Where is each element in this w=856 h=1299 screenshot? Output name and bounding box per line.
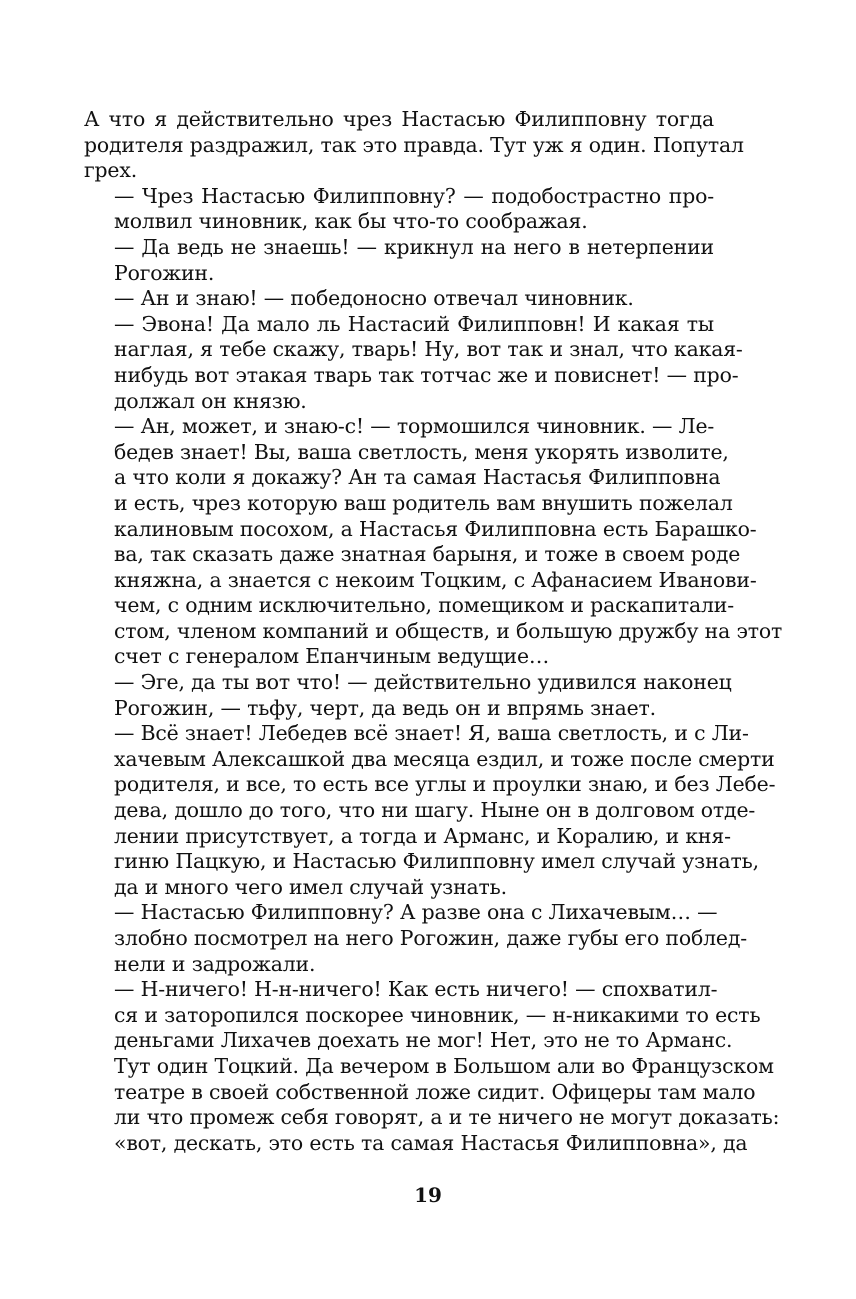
paragraph <box>84 670 732 721</box>
text-line: злобно посмотрел на него Рогожин, даже губы его поблед- <box>114 926 747 950</box>
paragraph <box>84 184 714 235</box>
text-line: дева, дошло до того, что ни шагу. Ныне он в долговом отде- <box>114 798 756 823</box>
text-line: А что я действительно чрез Настасью Филипповну тогда <box>84 107 714 131</box>
text-line: чем, с одним исключительно, помещиком и раскапитали- <box>114 593 734 618</box>
text-line: — Чрез Настасью Филипповну? — подобострастно про- <box>114 183 714 208</box>
text-line: — Ан, может, и знаю-с! — тормошился чиновник. — Ле- <box>114 414 715 439</box>
text-line: — Эвона! Да мало ль Настасий Филипповн! И какая ты <box>114 311 714 336</box>
paragraph <box>84 414 783 670</box>
text-line: ва, так сказать даже знатная барыня, и тоже в своем роде <box>114 542 741 567</box>
text-line: гиню Пацкую, и Настасью Филипповну имел случай узнать, <box>114 849 759 874</box>
text-line: а что коли я докажу? Ан та самая Настасья Филипповна <box>114 465 721 490</box>
text-line: калиновым посохом, а Настасья Филипповна есть Барашко- <box>114 516 757 541</box>
text-line: Тут один Тоцкий. Да вечером в Большом али во Французском <box>114 1053 774 1078</box>
text-line: родителя раздражил, так это правда. Тут уж я один. Попутал <box>84 132 744 157</box>
text-line: Рогожин. <box>114 260 215 285</box>
text-line: — Всё знает! Лебедев всё знает! Я, ваша светлость, и с Ли- <box>114 721 749 746</box>
text-line: ли что промеж себя говорят, а и те ничего не могут доказать: <box>114 1105 780 1130</box>
text-line: ся и заторопился поскорее чиновник, — н-никакими то есть <box>114 1002 761 1027</box>
text-line: — Н-ничего! Н-н-ничего! Как есть ничего! — спохватил- <box>114 977 718 1002</box>
text-line: бедев знает! Вы, ваша светлость, меня укорять изволите, <box>114 439 729 464</box>
text-line: должал он князю. <box>114 388 307 413</box>
text-line: нибудь вот этакая тварь так тотчас же и повиснет! — про- <box>114 362 739 387</box>
page-number: 19 <box>414 1183 442 1207</box>
paragraph <box>84 721 776 900</box>
text-line: — Да ведь не знаешь! — крикнул на него в нетерпении <box>114 234 714 259</box>
text-line: родителя, и все, то есть все углы и проулки знаю, и без Лебе- <box>114 772 776 797</box>
text-line: наглая, я тебе скажу, тварь! Ну, вот так и знал, что какая- <box>114 337 743 362</box>
text-line: и есть, чрез которую ваш родитель вам внушить пожелал <box>114 490 733 515</box>
page-text <box>84 107 783 1156</box>
paragraph <box>84 107 744 184</box>
paragraph <box>84 286 714 312</box>
paragraph <box>84 235 714 286</box>
text-line: лении присутствует, а тогда и Арманс, и Коралию, и кня- <box>114 823 731 848</box>
text-line: Рогожин, — тьфу, черт, да ведь он и впрямь знает. <box>114 695 656 720</box>
text-line: хачевым Алексашкой два месяца ездил, и тоже после смерти <box>114 746 775 771</box>
text-line: стом, членом компаний и обществ, и большую дружбу на этот <box>114 618 783 643</box>
text-line: грех. <box>84 158 138 183</box>
text-line: княжна, а знается с некоим Тоцким, с Афанасием Иванови- <box>114 567 757 592</box>
paragraph <box>84 311 743 414</box>
text-line: театре в своей собственной ложе сидит. Офицеры там мало <box>114 1079 756 1104</box>
text-line: молвил чиновник, как бы что-то соображая. <box>114 209 588 234</box>
text-line: счет с генералом Епанчиным ведущие… <box>114 644 550 669</box>
text-line: нели и задрожали. <box>114 951 316 976</box>
text-line: да и много чего имел случай узнать. <box>114 874 507 899</box>
paragraph <box>84 977 780 1156</box>
paragraph <box>84 900 747 977</box>
text-line: — Ан и знаю! — победоносно отвечал чиновник. <box>114 286 634 311</box>
text-line: — Эге, да ты вот что! — действительно удивился наконец <box>114 670 732 695</box>
text-line: деньгами Лихачев доехать не мог! Нет, это не то Арманс. <box>114 1028 733 1053</box>
text-line: «вот, дескать, это есть та самая Настасья Филипповна», да <box>114 1130 748 1155</box>
text-line: — Настасью Филипповну? А разве она с Лихачевым… — <box>114 900 718 925</box>
